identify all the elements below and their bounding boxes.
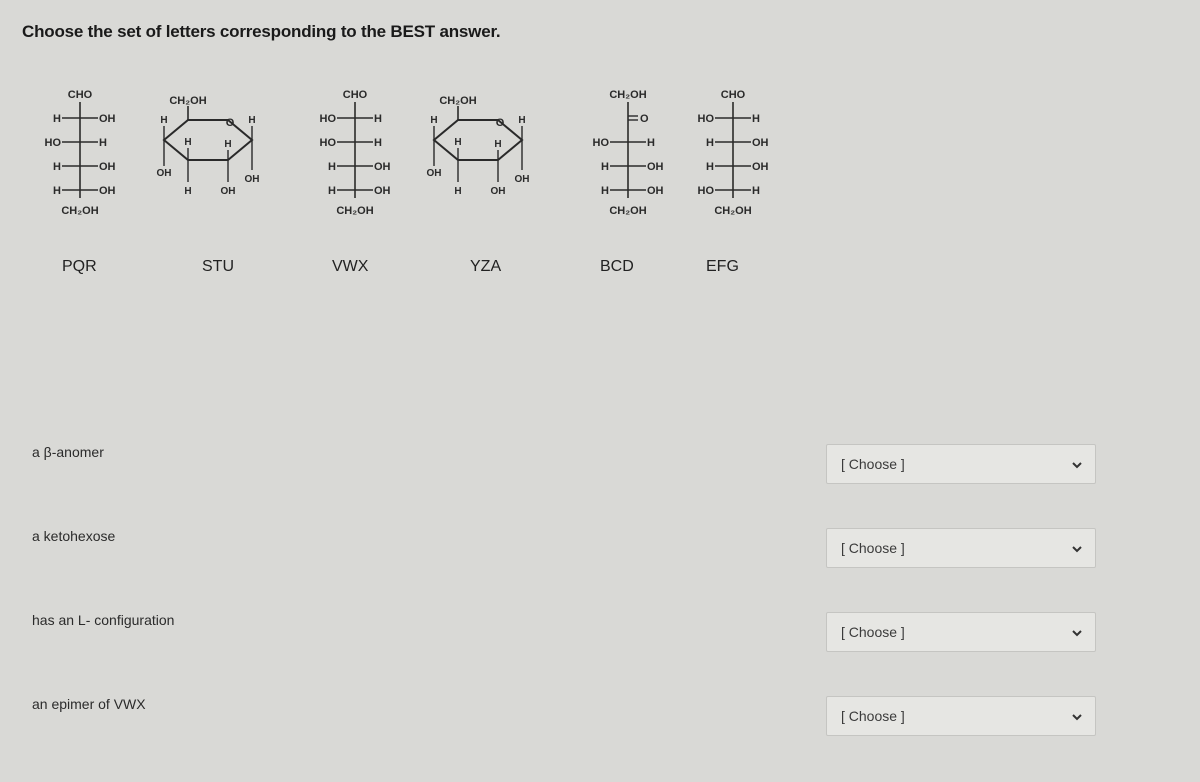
chevron-down-icon — [1071, 543, 1083, 555]
instruction-text: Choose the set of letters corresponding to the BEST answer. — [22, 22, 501, 41]
fischer-right-group: H — [752, 185, 760, 197]
fischer-left-group: HO — [592, 137, 609, 149]
fischer-right-group: OH — [99, 113, 116, 125]
fischer-left-group: H — [53, 113, 61, 125]
chevron-down-icon — [1071, 459, 1083, 471]
fischer-right-group: OH — [99, 161, 116, 173]
ring-substituent: H — [184, 186, 192, 197]
structure-label-yza: YZA — [470, 258, 502, 275]
ring-substituent: H — [248, 115, 256, 126]
fischer-bottom-group: CH₂OH — [336, 205, 374, 217]
fischer-right-group: O — [640, 113, 649, 125]
chevron-down-icon — [1071, 627, 1083, 639]
ring-substituent: OH — [156, 168, 172, 179]
fischer-top-group: CHO — [342, 89, 368, 101]
ring-substituent: H — [184, 137, 192, 148]
ring-substituent: H — [430, 115, 438, 126]
fischer-right-group: H — [374, 137, 382, 149]
ring-substituent: H — [454, 186, 462, 197]
ring-substituent: H — [224, 139, 232, 150]
ring-oxygen: O — [495, 117, 505, 129]
structure-label-efg: EFG — [706, 258, 739, 275]
fischer-left-group: H — [706, 161, 714, 173]
fischer-right-group: H — [752, 113, 760, 125]
select-value: [ Choose ] — [841, 624, 905, 640]
ring-substituent: OH — [244, 174, 260, 185]
haworth-ring — [434, 120, 522, 160]
answer-select-beta-anomer[interactable] — [826, 444, 1096, 484]
structure-label-stu: STU — [202, 258, 234, 275]
ring-substituent: H — [518, 115, 526, 126]
fischer-right-group: H — [647, 137, 655, 149]
chevron-down-icon — [1071, 711, 1083, 723]
ch2oh-group: CH₂OH — [169, 95, 207, 107]
fischer-left-group: HO — [44, 137, 61, 149]
ring-substituent: H — [494, 139, 502, 150]
fischer-right-group: OH — [99, 185, 116, 197]
fischer-bottom-group: CH₂OH — [61, 205, 99, 217]
fischer-left-group: HO — [697, 185, 714, 197]
fischer-left-group: HO — [319, 113, 336, 125]
ring-substituent: OH — [220, 186, 236, 197]
fischer-right-group: H — [374, 113, 382, 125]
ring-substituent: OH — [426, 168, 442, 179]
select-value: [ Choose ] — [841, 456, 905, 472]
answer-select-l-configuration[interactable] — [826, 612, 1096, 652]
fischer-left-group: HO — [319, 137, 336, 149]
ring-substituent: H — [160, 115, 168, 126]
fischer-left-group: H — [601, 161, 609, 173]
fischer-left-group: H — [328, 161, 336, 173]
fischer-right-group: OH — [752, 137, 769, 149]
fischer-top-group: CHO — [720, 89, 746, 101]
fischer-top-group: CH₂OH — [609, 89, 647, 101]
fischer-top-group: CHO — [67, 89, 93, 101]
fischer-left-group: HO — [697, 113, 714, 125]
select-value: [ Choose ] — [841, 708, 905, 724]
fischer-right-group: OH — [374, 161, 391, 173]
fischer-left-group: H — [601, 185, 609, 197]
fischer-right-group: OH — [374, 185, 391, 197]
structure-label-vwx: VWX — [332, 258, 369, 275]
structures-figure — [0, 70, 800, 250]
ring-oxygen: O — [225, 117, 235, 129]
question-epimer-vwx: an epimer of VWX — [32, 696, 146, 712]
haworth-ring — [164, 120, 252, 160]
question-beta-anomer: a β-anomer — [32, 444, 104, 460]
fischer-bottom-group: CH₂OH — [609, 205, 647, 217]
fischer-left-group: H — [328, 185, 336, 197]
question-l-configuration: has an L- configuration — [32, 612, 175, 628]
fischer-right-group: OH — [752, 161, 769, 173]
fischer-bottom-group: CH₂OH — [714, 205, 752, 217]
fischer-right-group: OH — [647, 185, 664, 197]
fischer-left-group: H — [53, 185, 61, 197]
ch2oh-group: CH₂OH — [439, 95, 477, 107]
fischer-right-group: OH — [647, 161, 664, 173]
ring-substituent: OH — [514, 174, 530, 185]
fischer-left-group: H — [706, 137, 714, 149]
fischer-right-group: H — [99, 137, 107, 149]
answer-select-ketohexose[interactable] — [826, 528, 1096, 568]
ring-substituent: OH — [490, 186, 506, 197]
question-ketohexose: a ketohexose — [32, 528, 116, 544]
answer-select-epimer-vwx[interactable] — [826, 696, 1096, 736]
ring-substituent: H — [454, 137, 462, 148]
fischer-left-group: H — [53, 161, 61, 173]
structure-label-bcd: BCD — [600, 258, 634, 275]
structure-label-pqr: PQR — [62, 258, 97, 275]
select-value: [ Choose ] — [841, 540, 905, 556]
